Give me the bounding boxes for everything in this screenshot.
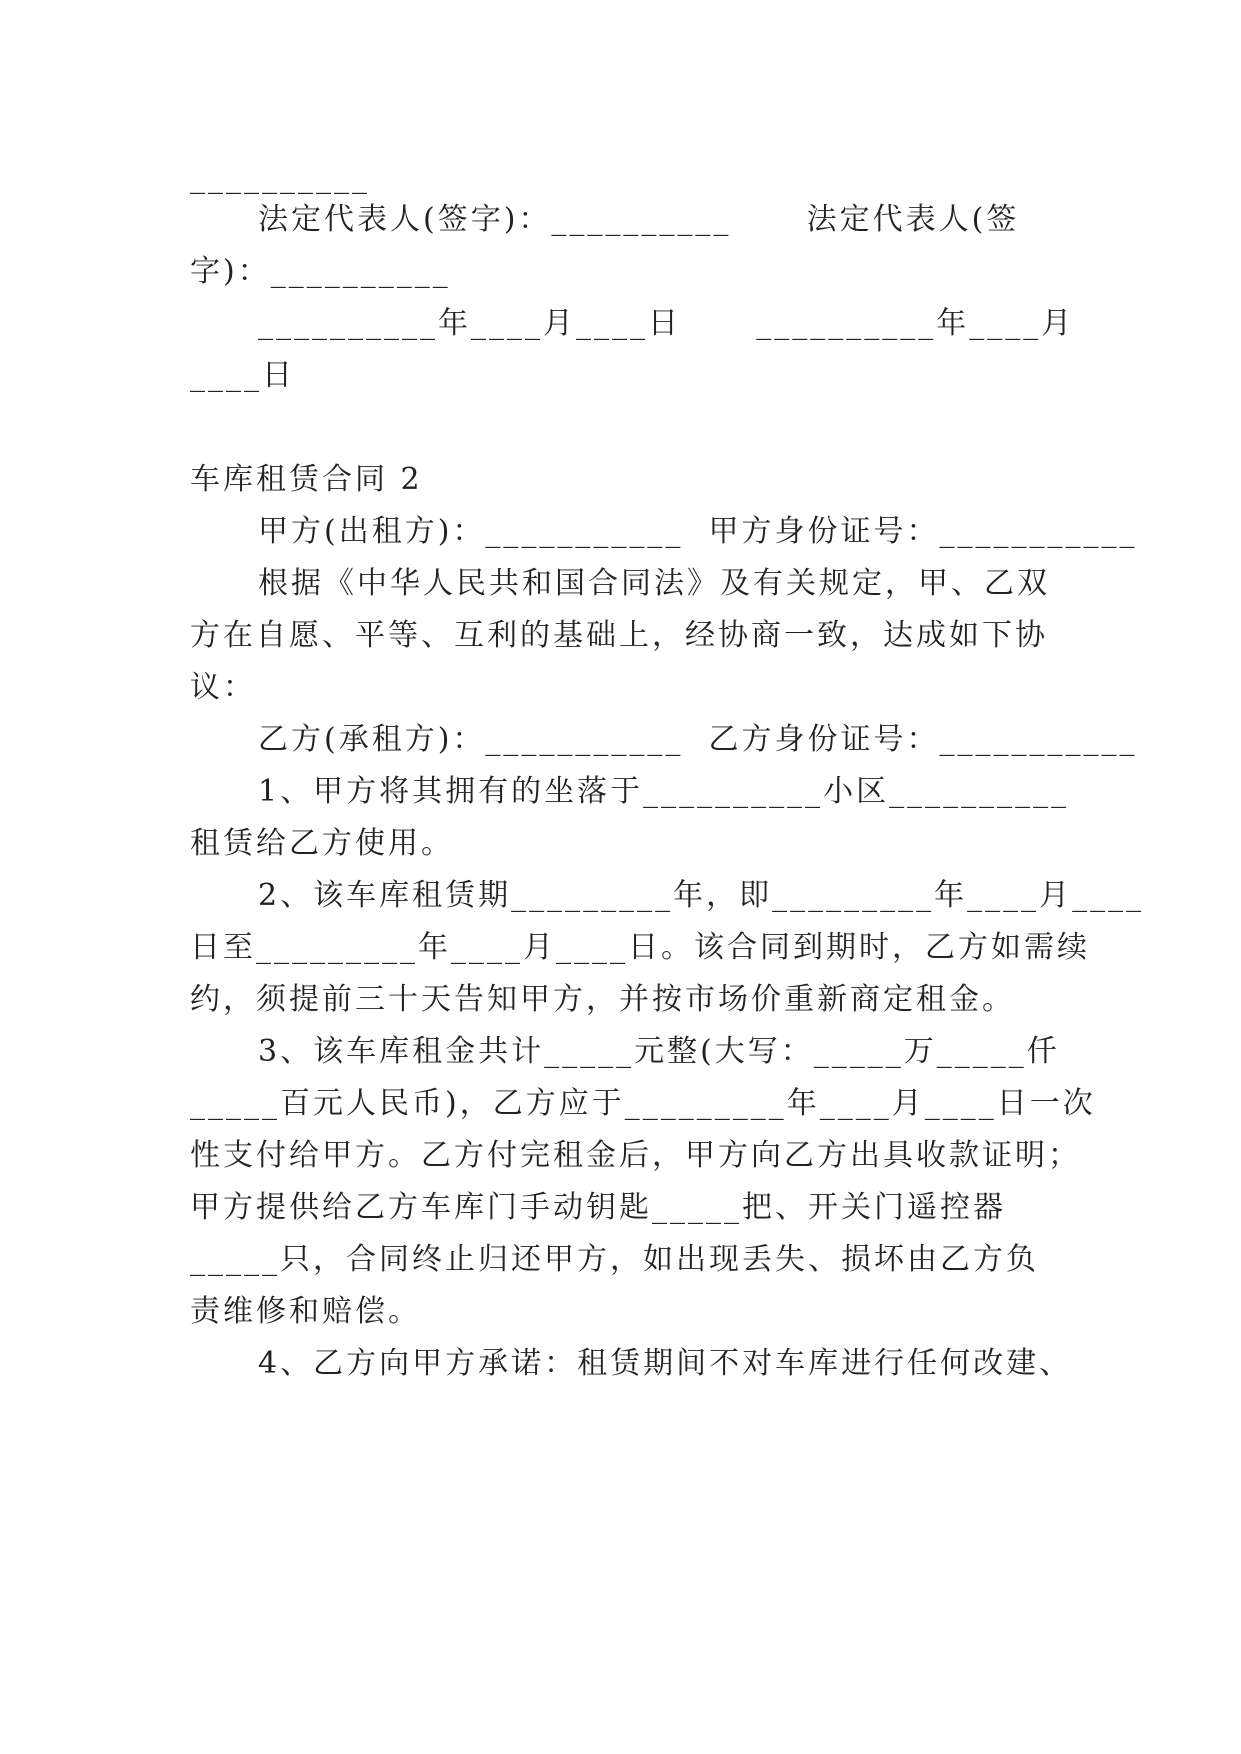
- legal-rep-signature-line: 法定代表人(签字)：__________ 法定代表人(签: [258, 202, 1020, 237]
- clause-3-cont: _____百元人民币)，乙方应于_________年____月____日一次: [190, 1086, 1096, 1121]
- clause-2-cont: 日至_________年____月____日。该合同到期时，乙方如需续: [190, 930, 1090, 965]
- date-line: __________年____月____日 __________年____月: [258, 306, 1075, 341]
- legal-rep-signature-line-cont: 字)：__________: [190, 254, 451, 289]
- clause-1-cont: 租赁给乙方使用。: [190, 826, 454, 861]
- preamble-paragraph-cont: 方在自愿、平等、互利的基础上，经协商一致，达成如下协: [190, 618, 1048, 653]
- clause-2-end: 约，须提前三十天告知甲方，并按市场价重新商定租金。: [190, 982, 1015, 1017]
- clause-1: 1、甲方将其拥有的坐落于__________小区__________: [258, 774, 1070, 809]
- clause-4: 4、乙方向甲方承诺：租赁期间不对车库进行任何改建、: [258, 1346, 1073, 1381]
- party-b-line: 乙方(承租方)：___________ 乙方身份证号：___________: [258, 722, 1138, 757]
- contract-title: 车库租赁合同 2: [190, 462, 423, 497]
- clause-2: 2、该车库租赁期_________年，即_________年____月____: [258, 878, 1145, 913]
- signature-blank-line: __________: [190, 160, 370, 195]
- clause-3: 3、该车库租金共计_____元整(大写：_____万_____仟: [258, 1034, 1060, 1069]
- clause-3-end: 责维修和赔偿。: [190, 1294, 421, 1329]
- preamble-paragraph: 根据《中华人民共和国合同法》及有关规定，甲、乙双: [258, 566, 1050, 601]
- date-line-cont: ____日: [190, 358, 295, 393]
- clause-3-cont: 甲方提供给乙方车库门手动钥匙_____把、开关门遥控器: [190, 1190, 1006, 1225]
- clause-3-cont: 性支付给甲方。乙方付完租金后，甲方向乙方出具收款证明；: [190, 1138, 1081, 1173]
- clause-3-cont: _____只，合同终止归还甲方，如出现丢失、损坏由乙方负: [190, 1242, 1039, 1277]
- party-a-line: 甲方(出租方)：___________ 甲方身份证号：___________: [258, 514, 1138, 549]
- preamble-paragraph-end: 议：: [190, 670, 256, 705]
